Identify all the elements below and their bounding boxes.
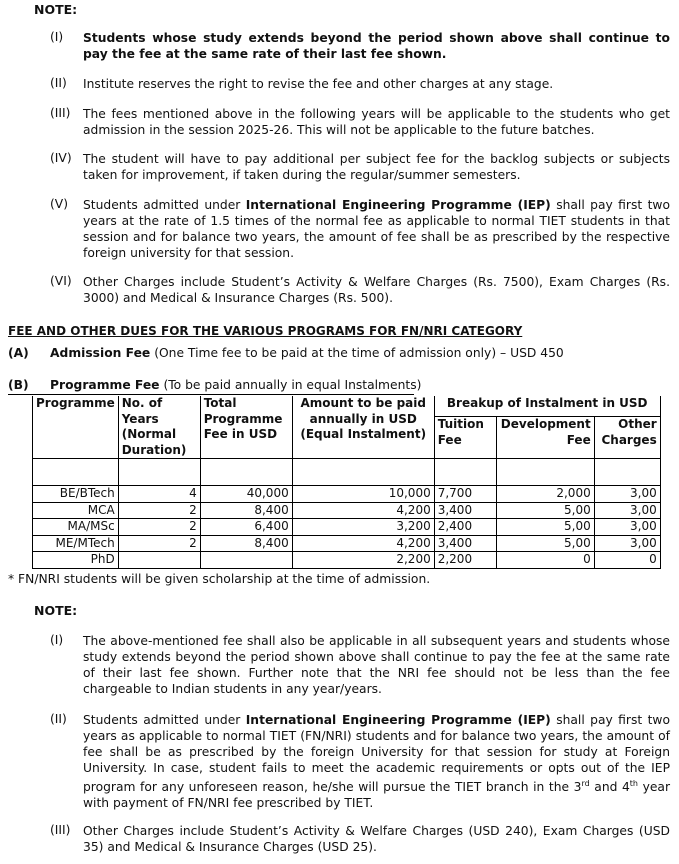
section-title: FEE AND OTHER DUES FOR THE VARIOUS PROGRAMS FOR FN/NRI CATEGORY	[8, 324, 523, 338]
section-a-label: (A)	[8, 346, 29, 360]
cell-tuition: 3,400	[434, 502, 496, 519]
cell-programme: ME/MTech	[33, 535, 119, 552]
cell-total: 8,400	[200, 535, 292, 552]
header-development: Development Fee	[496, 417, 594, 459]
table-row	[33, 552, 661, 569]
note-item-text: Institute reserves the right to revise the fee and other charges at any stage.	[83, 77, 554, 91]
table-spacer-row	[33, 459, 661, 486]
note-item-text: The above-mentioned fee shall also be applicable in all subsequent years and students whose study extends beyond the period shown above shall continue to pay the fee at the same rate of their last fee shown. Further note that the NRI fee should not be less than the fee chargeable to Indian students in any year/years.	[83, 634, 670, 696]
table-row	[33, 502, 661, 519]
header-breakup: Breakup of Instalment in USD	[434, 396, 660, 417]
cell-total: 8,400	[200, 502, 292, 519]
cell-other: 3,00	[594, 535, 660, 552]
header-total: Total Programme Fee in USD	[200, 396, 292, 459]
cell-years: 2	[118, 502, 200, 519]
cell-amount: 4,200	[292, 502, 434, 519]
cell-tuition: 2,400	[434, 519, 496, 536]
note-heading: NOTE:	[34, 603, 78, 618]
cell-programme: MCA	[33, 502, 119, 519]
note-item-number: (II)	[50, 76, 67, 90]
note-item-5	[50, 197, 670, 261]
note-item-2	[50, 76, 670, 92]
header-years: No. of Years (Normal Duration)	[118, 396, 200, 459]
table-header-row	[33, 396, 661, 417]
cell-other: 3,00	[594, 519, 660, 536]
note-item-text: Other Charges include Student’s Activity & Welfare Charges (Rs. 7500), Exam Charges (Rs. 3000) and Medical & Insurance Charges (Rs. 500).	[83, 275, 670, 305]
cell-amount: 4,200	[292, 535, 434, 552]
note2-item-1	[50, 633, 670, 697]
section-b-label: (B)	[8, 378, 29, 392]
note-item-3	[50, 106, 670, 138]
note-item-number: (III)	[50, 823, 71, 837]
cell-other: 3,00	[594, 486, 660, 503]
table-row	[33, 486, 661, 503]
cell-total	[200, 552, 292, 569]
note-item-text: Students whose study extends beyond the period shown above shall continue to pay the fee at the same rate of their last fee shown.	[83, 31, 670, 61]
underline-divider	[8, 394, 414, 395]
note-item-4	[50, 151, 670, 183]
note2-item-2	[50, 712, 670, 811]
table-row	[33, 519, 661, 536]
cell-tuition: 3,400	[434, 535, 496, 552]
cell-tuition: 7,700	[434, 486, 496, 503]
cell-amount: 10,000	[292, 486, 434, 503]
header-programme: Programme	[33, 396, 119, 459]
note-item-text: Other Charges include Student’s Activity & Welfare Charges (USD 240), Exam Charges (USD 35) and Medical & Insurance Charges (USD 25).	[83, 824, 670, 854]
cell-programme: MA/MSc	[33, 519, 119, 536]
note-item-number: (VI)	[50, 274, 72, 288]
table-row	[33, 535, 661, 552]
note-item-number: (II)	[50, 712, 67, 726]
note-heading: NOTE:	[34, 2, 78, 17]
cell-development: 5,00	[496, 519, 594, 536]
cell-development: 5,00	[496, 502, 594, 519]
note-item-number: (I)	[50, 30, 64, 44]
note-item-text: Students admitted under International Engineering Programme (IEP) shall pay first two years at the rate of 1.5 times of the normal fee as applicable to normal TIET students in that session and for balance two years, the amount of fee shall be as prescribed by the respective foreign university for that session.	[83, 198, 670, 260]
cell-other: 0	[594, 552, 660, 569]
note-item-number: (III)	[50, 106, 71, 120]
note-item-text: Students admitted under International Engineering Programme (IEP) shall pay first two years as applicable to normal TIET (FN/NRI) students and for balance two years, the amount of fee shall be as prescribed by the foreign University for that session for study at Foreign University. In case, student fails to meet the academic requirements or opts out of the IEP program for any unforeseen reason, he/she will pursue the TIET branch in the 3rd and 4th year with payment of FN/NRI fee prescribed by TIET.	[83, 713, 671, 811]
note-item-text: The student will have to pay additional per subject fee for the backlog subjects or subjects taken for improvement, if taken during the regular/summer semesters.	[83, 152, 670, 182]
header-tuition: Tuition Fee	[434, 417, 496, 459]
scholarship-footnote: * FN/NRI students will be given scholarship at the time of admission.	[8, 572, 431, 586]
cell-tuition: 2,200	[434, 552, 496, 569]
header-other: Other Charges	[594, 417, 660, 459]
cell-total: 6,400	[200, 519, 292, 536]
cell-years: 4	[118, 486, 200, 503]
cell-amount: 2,200	[292, 552, 434, 569]
admission-fee-line: Admission Fee (One Time fee to be paid at the time of admission only) – USD 450	[50, 346, 564, 360]
note-item-text: The fees mentioned above in the following years will be applicable to the students who get admission in the session 2025-26. This will not be applicable to the future batches.	[83, 107, 670, 137]
cell-years	[118, 552, 200, 569]
note-item-number: (IV)	[50, 151, 72, 165]
note-item-6	[50, 274, 670, 306]
cell-development: 0	[496, 552, 594, 569]
cell-years: 2	[118, 519, 200, 536]
note-item-number: (I)	[50, 633, 64, 647]
cell-other: 3,00	[594, 502, 660, 519]
note2-item-3	[50, 823, 670, 855]
cell-years: 2	[118, 535, 200, 552]
cell-development: 5,00	[496, 535, 594, 552]
programme-fee-line: Programme Fee (To be paid annually in equal Instalments)	[50, 378, 422, 392]
cell-amount: 3,200	[292, 519, 434, 536]
cell-programme: BE/BTech	[33, 486, 119, 503]
cell-development: 2,000	[496, 486, 594, 503]
fee-table	[32, 396, 661, 569]
header-amount: Amount to be paid annually in USD (Equal Instalment)	[292, 396, 434, 459]
cell-programme: PhD	[33, 552, 119, 569]
note-item-1	[50, 30, 670, 62]
cell-total: 40,000	[200, 486, 292, 503]
note-item-number: (V)	[50, 197, 69, 211]
